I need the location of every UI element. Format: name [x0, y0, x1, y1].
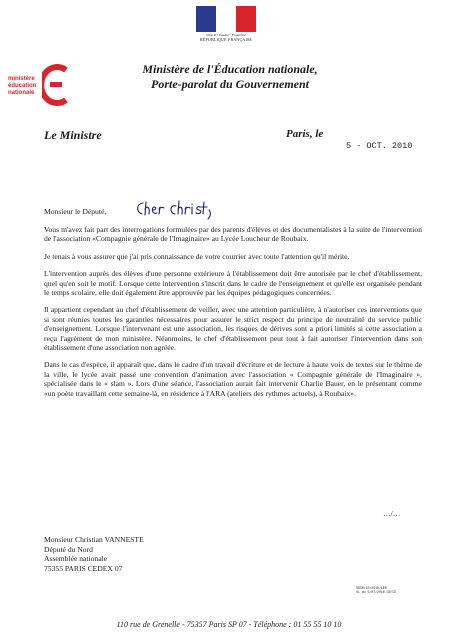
recipient-address: Monsieur Christian VANNESTE Député du Nord Assemblée nationale 75355 PARIS CEDEX 07: [44, 535, 144, 573]
paragraph: L'intervention auprès des élèves d'une personne extérieure à l'établissement doit être autorisée par le chef d'établissement, quel qu'en soit le motif. Lorsque cette intervention s'inscrit dans le cadre de l'enseignement et qu'elle est organisée pendant le temps scolaire, elle doit également être approuvée par les équipes pédagogiques concernées.: [44, 269, 422, 298]
sender-title: Le Ministre: [44, 128, 102, 142]
letter-body: [44, 225, 422, 406]
reference-code: SDCM/10/2910/LER VL du 5/07/2010-CN/CD: [356, 586, 397, 594]
ministry-logo: [8, 64, 70, 106]
handwritten-greeting: [134, 198, 218, 225]
ministry-title: Ministère de l'Éducation nationale, Porte-parolat du Gouvernement: [142, 62, 318, 91]
letter-date: 5 - OCT. 2010: [346, 141, 413, 151]
footer-address: 110 rue de Grenelle - 75357 Paris SP 07 - Téléphone : 01 55 55 10 10: [116, 620, 342, 629]
paragraph: Vous m'avez fait part des interrogations formulées par des parents d'élèves et des documentalistes à la suite de l'intervention de l'association «Compagnie générale de l'Imaginaire» au Lycée Loucheur de Roubaix.: [44, 225, 422, 244]
republic-motto: Liberté • Égalité • Fraternité: [206, 33, 246, 37]
ministry-logo-text: ministère éducation nationale: [8, 76, 37, 96]
salutation: Monsieur le Député,: [44, 207, 107, 216]
paragraph: Je tenais à vous assurer que j'ai pris connaissance de votre courrier avec toute l'attention qu'il mérite.: [44, 251, 350, 261]
marianne-flag-icon: [196, 6, 256, 32]
republic-name: RÉPUBLIQUE FRANÇAISE: [199, 37, 253, 42]
ministry-e-icon: [42, 64, 70, 106]
republique-francaise-logo: [196, 6, 256, 42]
handwriting-signature-icon: [134, 198, 218, 220]
continuation-mark: …/…: [383, 509, 401, 518]
paragraph: Il appartient cependant au chef d'établissement de veiller, avec une attention particulière, à n'autoriser ces interventions que si sont réunies toutes les garanties nécessaires pour assurer le strict respect du principe de neutralité du service public d'enseignement. Lorsque l'intervenant est une association, les risques de dérives sont a priori limités si cette association a reçu l'agrément de mon ministère. Néanmoins, le chef d'établissement peut tout à fait autoriser l'intervention dans son établissement d'une association non agréée.: [44, 305, 422, 353]
place-label: Paris, le: [286, 128, 324, 140]
paragraph: Dans le cas d'espèce, il apparaît que, dans le cadre d'un travail d'écriture et de lecture à haute voix de textes sur le thème de la ville, le lycée avait passé une convention d'animation avec l'association « Compagnie générale de l'Imaginaire », spécialisée dans le « slam ». Lors d'une séance, l'association aurait fait intervenir Charlie Bauer, en le présentant comme «un poète travaillant cette semaine-là, en résidence à l'ARA (ateliers des rythmes actuels), à Roubaix».: [44, 360, 422, 398]
